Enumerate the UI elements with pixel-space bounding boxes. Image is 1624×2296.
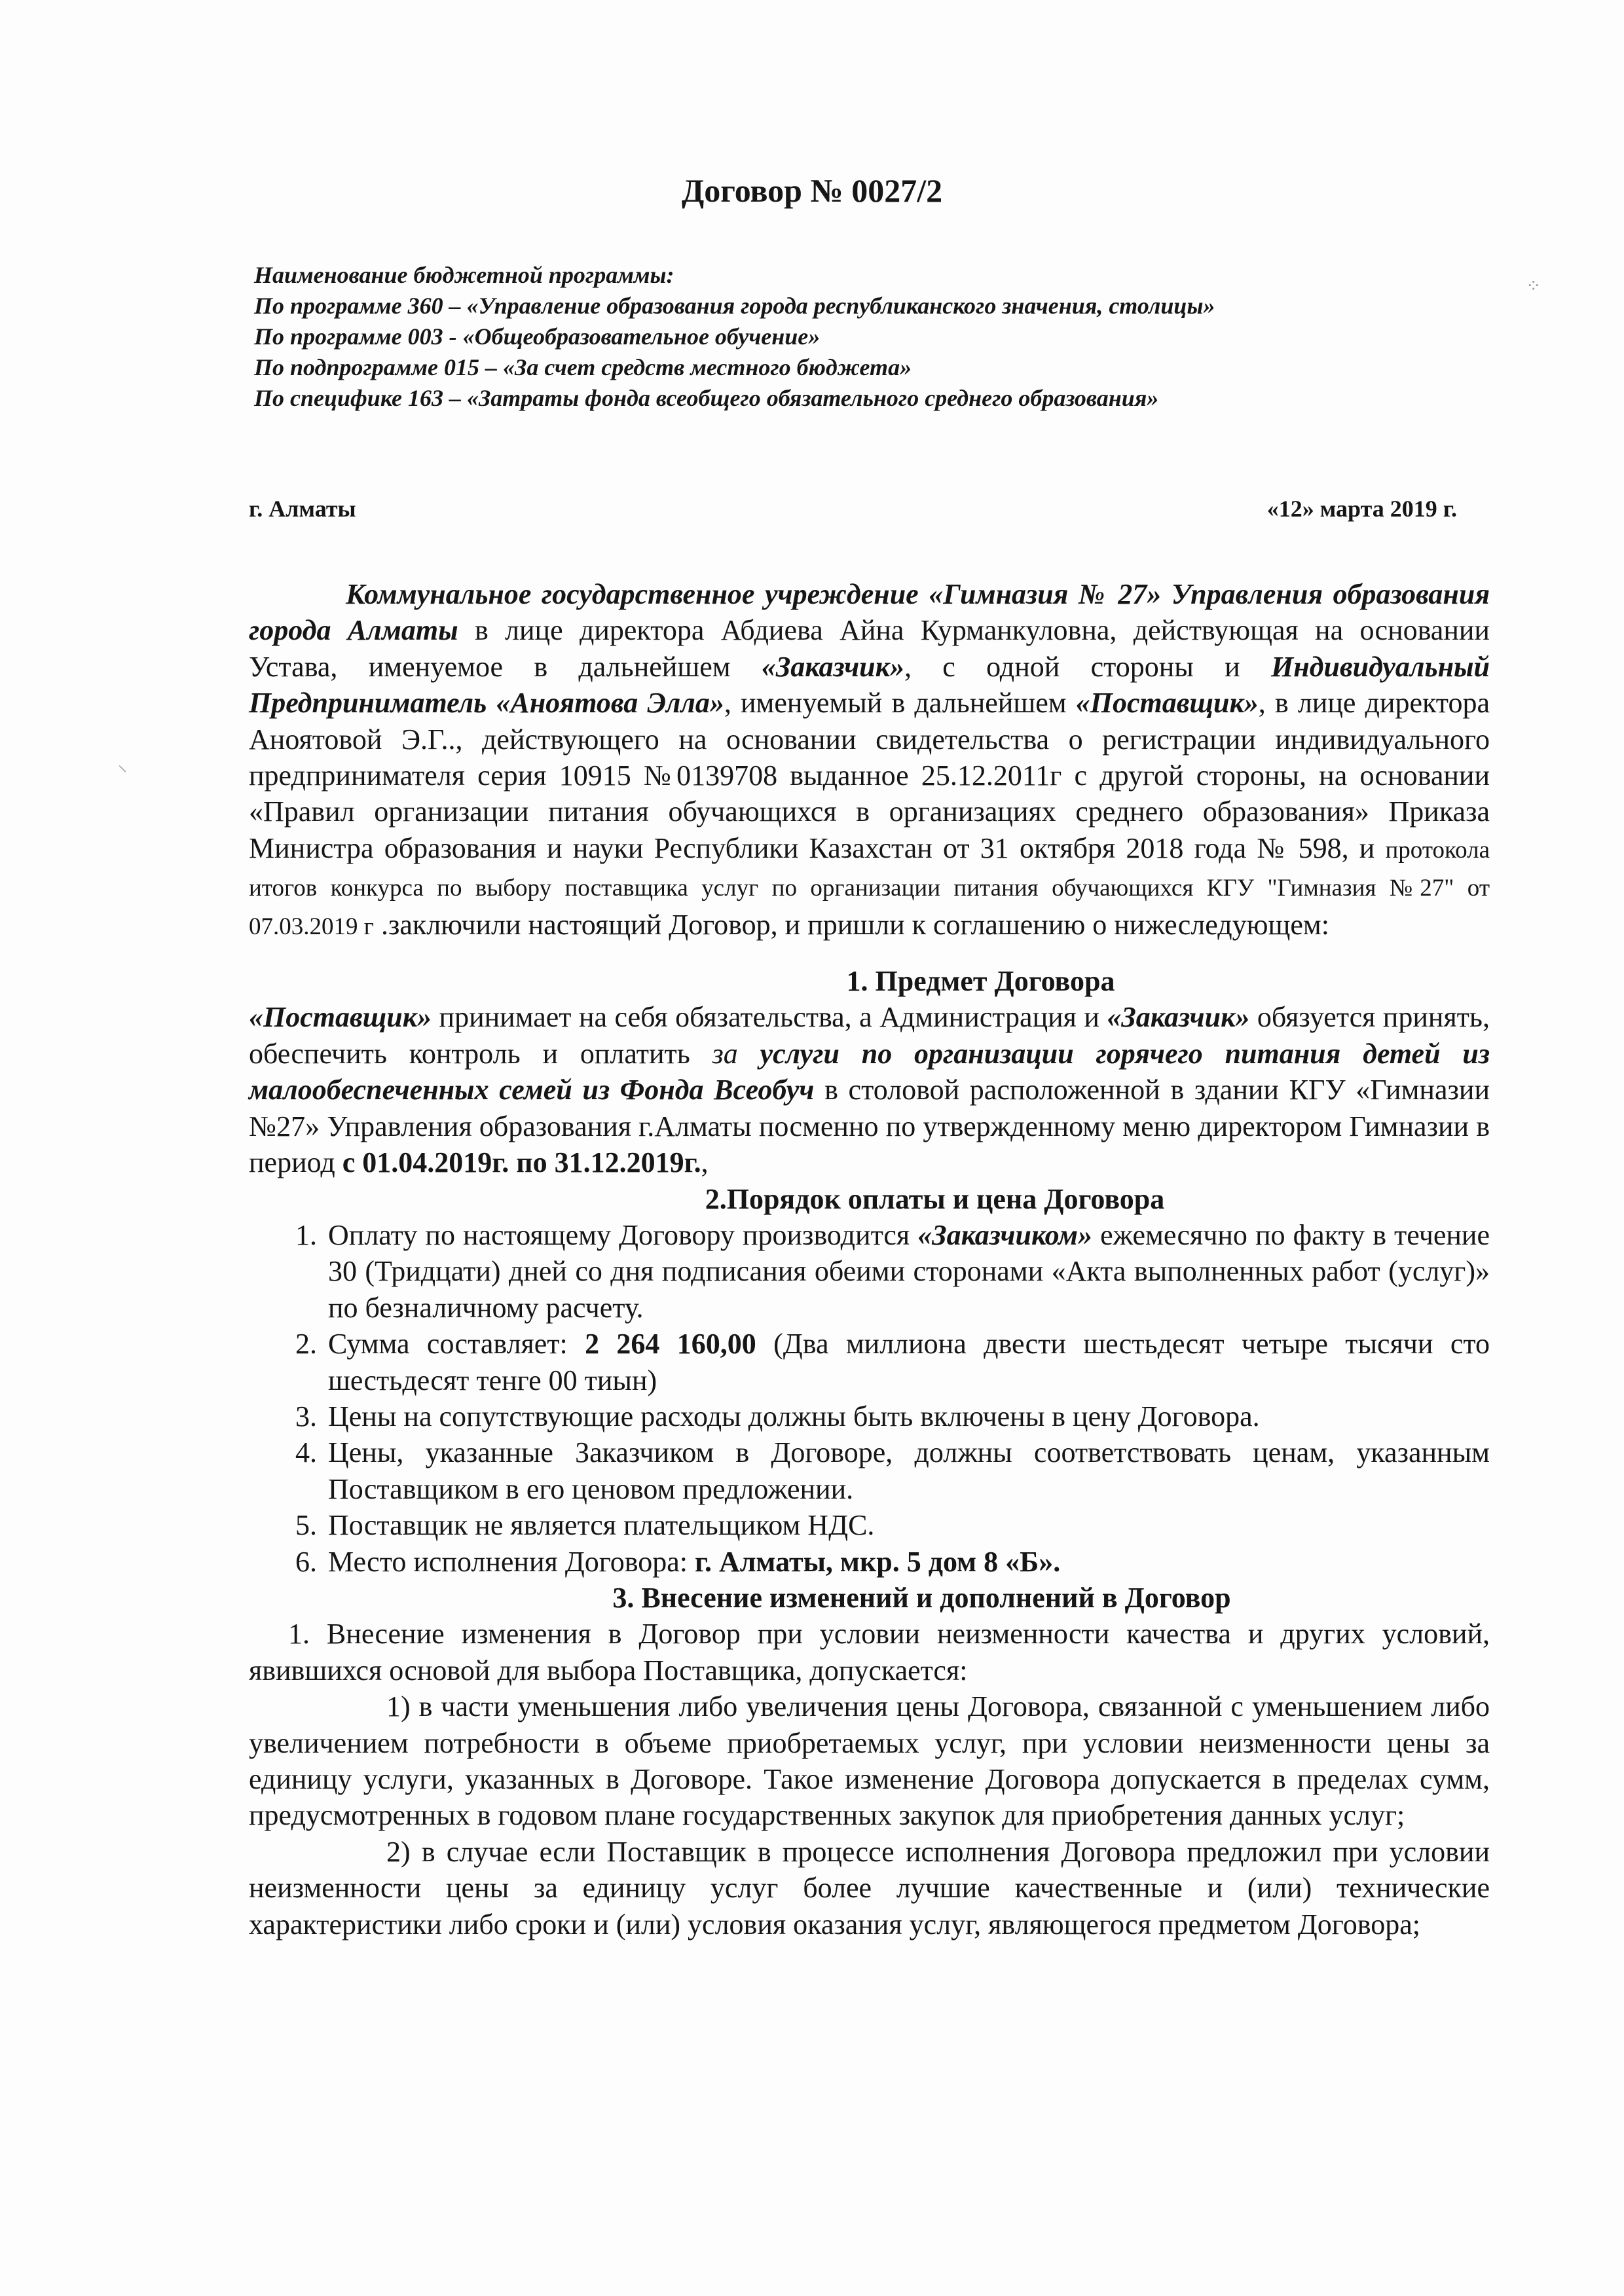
supplier-name: Индивидуальный Предприниматель «Аноятова Элла» bbox=[249, 650, 1490, 720]
section-1-customer: «Заказчик» bbox=[1107, 1001, 1250, 1034]
section-3-heading: 3. Внесение изменений и дополнений в Договор bbox=[612, 1581, 1231, 1614]
preamble-text-2: , с одной стороны и bbox=[904, 650, 1272, 683]
section-2-heading: 2.Порядок оплаты и цена Договора bbox=[705, 1182, 1165, 1215]
document-title: Договор № 0027/2 bbox=[681, 172, 943, 209]
city: г. Алматы bbox=[249, 496, 356, 522]
program-line-2: По программе 360 – «Управление образования города республиканского значения, столицы» bbox=[254, 293, 1215, 319]
item-6-address: г. Алматы, мкр. 5 дом 8 «Б». bbox=[694, 1545, 1061, 1578]
section-2-item-3: 3. Цены на сопутствующие расходы должны быть включены в цену Договора. bbox=[324, 1398, 1490, 1434]
scan-speck: ⸌ bbox=[118, 761, 128, 783]
section-3-paragraph-1: 1. Внесение изменения в Договор при условии неизменности качества и других условий, явившихся основой для выбора Поставщика, допускается: bbox=[249, 1618, 1490, 1686]
section-2-item-6 bbox=[324, 1544, 1490, 1580]
section-2-item-2 bbox=[324, 1326, 1490, 1398]
section-3-paragraph-2: 1) в части уменьшения либо увеличения цены Договора, связанной с уменьшением либо увеличением потребности в объеме приобретаемых услуг, при условии неизменности цены за единицу услуги, указанных в Договоре. Такое изменение Договора допускается в пределах сумм, предусмотренных в годовом плане государственных закупок для приобретения данных услуг; bbox=[249, 1690, 1490, 1832]
section-1-text-5: , bbox=[701, 1146, 709, 1179]
customer-alias: «Заказчик» bbox=[761, 650, 904, 683]
section-1-supplier: «Поставщик» bbox=[249, 1001, 432, 1034]
preamble-text-4: , в лице директора Аноятовой Э.Г.., действующего на основании свидетельства о регистрации индивидуального предпринимателя серия 10915 №0139708 выданное 25.12.2011г с другой стороны, на основании «Правил организации питания обучающихся в организациях среднего образования» Приказа Министра образования и науки Республики Казахстан от 31 октября 2018 года № 598, и bbox=[249, 687, 1490, 864]
scan-speck: ⁘ bbox=[1526, 275, 1541, 297]
item-1-text-c: ежемесячно по факту в течение 30 (Тридцати) дней со дня подписания обеими сторонами «Акта выполненных работ (услуг)» по безналичному расчету. bbox=[328, 1218, 1490, 1324]
preamble-text-6: .заключили настоящий Договор, и пришли к соглашению о нижеследующем: bbox=[373, 908, 1329, 941]
program-line-4: По подпрограмме 015 – «За счет средств местного бюджета» bbox=[254, 354, 912, 380]
preamble-text-1: в лице директора Абдиева Айна Курманкуловна, действующая на основании Устава, именуемое в дальнейшем bbox=[249, 614, 1490, 683]
program-line-5: По специфике 163 – «Затраты фонда всеобщего обязательного среднего образования» bbox=[254, 385, 1159, 411]
section-1-paragraph bbox=[249, 999, 1490, 1180]
contract-body bbox=[249, 576, 1490, 1942]
preamble-protocol: протокола итогов конкурса по выбору поставщика услуг по организации питания обучающихся КГУ "Гимназия №27" от 07.03.2019 г bbox=[249, 836, 1490, 940]
section-2-list bbox=[249, 1217, 1490, 1580]
supplier-alias: «Поставщик» bbox=[1075, 687, 1259, 720]
preamble-text-3: , именуемый в дальнейшем bbox=[724, 687, 1076, 720]
section-1-heading: 1. Предмет Договора bbox=[846, 965, 1115, 998]
budget-program-block bbox=[254, 260, 1531, 414]
item-2-text-a: Сумма составляет: bbox=[328, 1328, 585, 1360]
section-1-text-1: принимает на себя обязательства, а Администрация и bbox=[432, 1001, 1107, 1034]
preamble-paragraph bbox=[249, 576, 1490, 945]
item-6-text-a: Место исполнения Договора: bbox=[328, 1545, 695, 1578]
section-1-text-3: за bbox=[712, 1037, 760, 1070]
contract-date: «12» марта 2019 г. bbox=[1266, 496, 1457, 522]
section-1-text-2: обязуется принять, обеспечить контроль и оплатить bbox=[249, 1001, 1490, 1070]
item-2-text-c: (Два миллиона двести шестьдесят четыре тысячи сто шестьдесят тенге 00 тиын) bbox=[328, 1328, 1490, 1396]
section-2-item-5: 5. Поставщик не является плательщиком НДС. bbox=[324, 1507, 1490, 1543]
program-line-1: Наименование бюджетной программы: bbox=[254, 262, 674, 288]
section-1-service: услуги по организации горячего питания детей из малообеспеченных семей из Фонда Всеобуч bbox=[249, 1037, 1490, 1106]
item-2-amount: 2 264 160,00 bbox=[585, 1328, 756, 1360]
program-line-3: По программе 003 - «Общеобразовательное обучение» bbox=[254, 323, 821, 350]
section-2-item-1 bbox=[324, 1217, 1490, 1326]
section-1-text-4: в столовой расположенной в здании КГУ «Гимназии №27» Управления образования г.Алматы посменно по утвержденному меню директором Гимназии в период bbox=[249, 1074, 1490, 1179]
item-1-customer: «Заказчиком» bbox=[917, 1218, 1093, 1251]
section-3-paragraph-3: 2) в случае если Поставщик в процессе исполнения Договора предложил при условии неизменности цены за единицу услуг более лучшие качественные и (или) технические характеристики либо сроки и (или) условия оказания услуг, являющегося предметом Договора; bbox=[249, 1835, 1490, 1941]
item-1-text-a: Оплату по настоящему Договору производится bbox=[328, 1218, 918, 1251]
section-2-item-4: 4. Цены, указанные Заказчиком в Договоре, должны соответствовать ценам, указанным Поставщиком в его ценовом предложении. bbox=[324, 1434, 1490, 1507]
customer-name: Коммунальное государственное учреждение «Гимназия № 27» Управления образования города Алматы bbox=[249, 578, 1490, 647]
section-1-period: с 01.04.2019г. по 31.12.2019г. bbox=[342, 1146, 701, 1179]
